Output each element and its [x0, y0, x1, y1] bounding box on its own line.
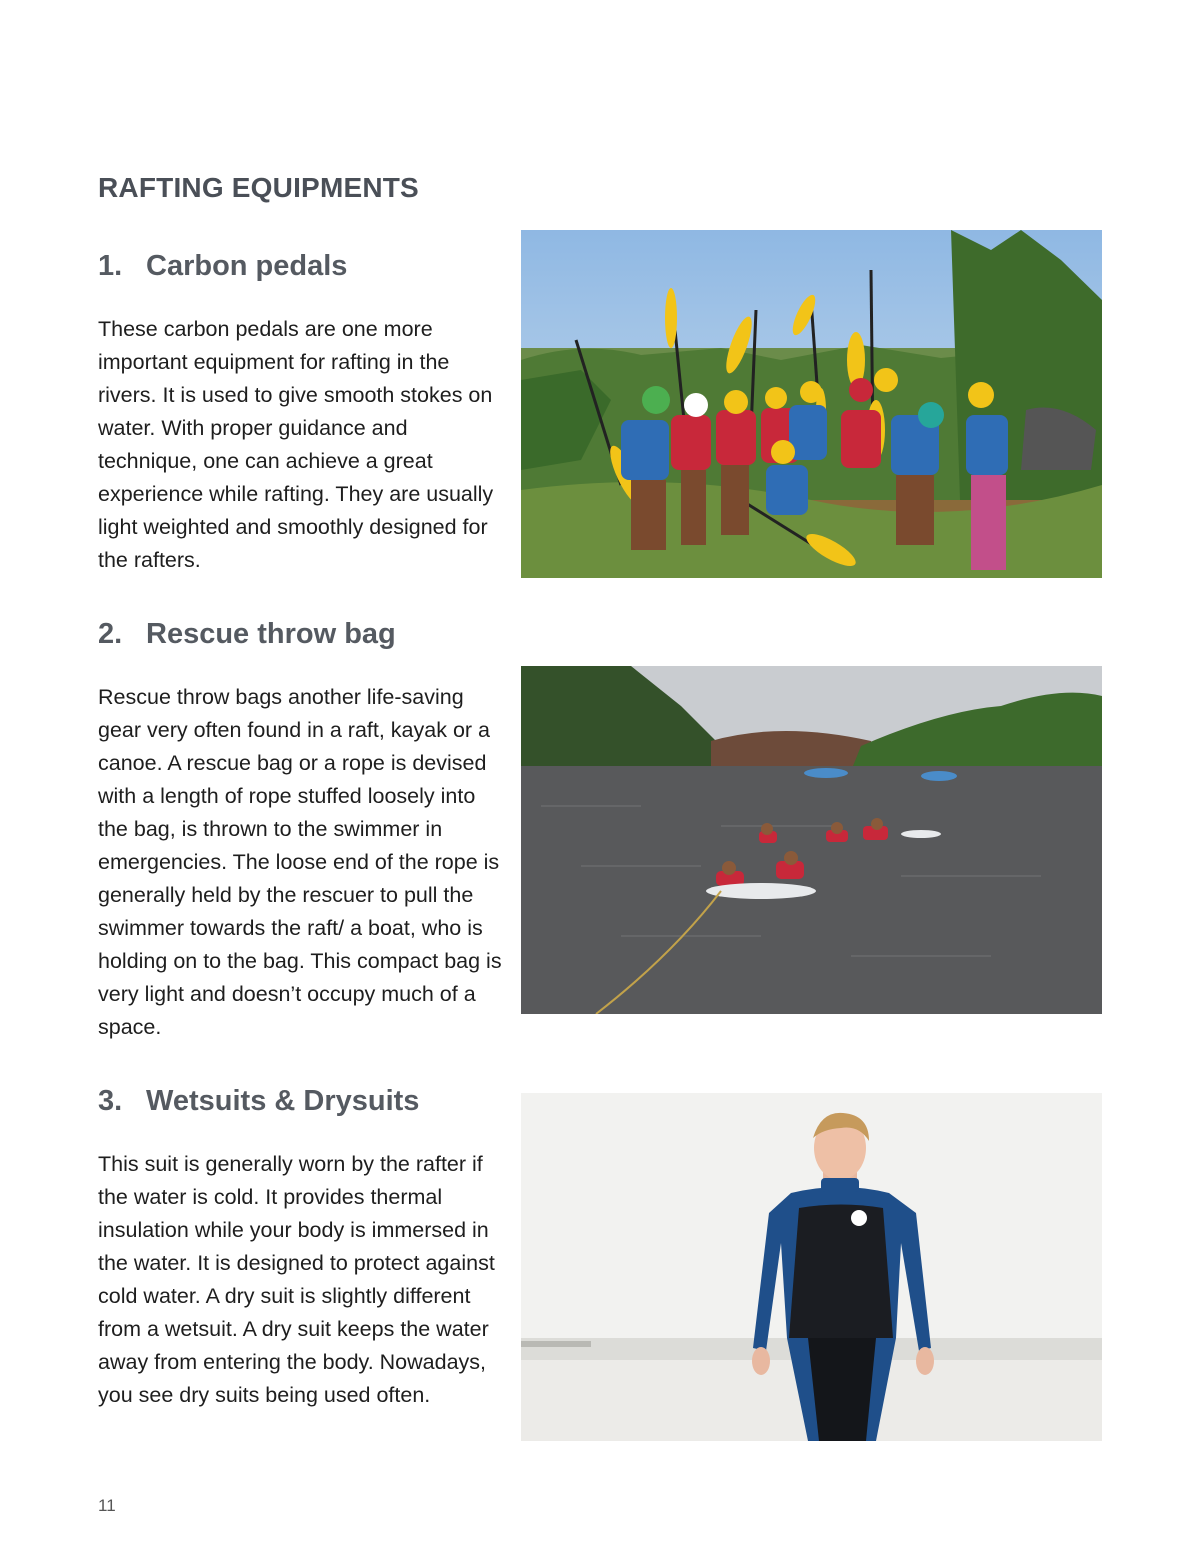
section-title: Carbon pedals — [146, 250, 348, 282]
section-body: These carbon pedals are one more important equipment for rafting in the rivers. It is used to give smooth stokes on water. With proper guidance and technique, one can achieve a great experience while rafting. They are usually light weighted and smoothly designed for the rafters. — [98, 317, 494, 572]
section-heading — [98, 618, 508, 651]
section-body: Rescue throw bags another life-saving gear very often found in a raft, kayak or a canoe. A rescue bag or a rope is devised with a length of rope stuffed loosely into the bag, is thrown to the swimmer in emergencies. The loose end of the rope is generally held by the rescuer to pull the swimmer towards the raft/ a boat, who is holding on to the bag. This compact bag is very light and doesn’t occupy much of a space. — [98, 685, 502, 1039]
page-number: 11 — [98, 1496, 116, 1515]
section-heading — [98, 250, 508, 283]
section-carbon-pedals — [98, 250, 508, 577]
section-heading — [98, 1085, 508, 1118]
section-number: 2. — [98, 618, 123, 650]
section-title: Rescue throw bag — [146, 618, 396, 650]
section-number: 1. — [98, 250, 123, 282]
wetsuit-photo — [521, 1093, 1102, 1441]
section-rescue-throw-bag — [98, 618, 508, 1044]
carbon-pedals-photo — [521, 230, 1102, 578]
section-title: Wetsuits & Drysuits — [146, 1085, 420, 1117]
section-body: This suit is generally worn by the rafter if the water is cold. It provides thermal insulation while your body is immersed in the water. It is designed to protect against cold water. A dry suit is slightly different from a wetsuit. A dry suit keeps the water away from entering the body. Nowadays, you see dry suits being used often. — [98, 1152, 495, 1407]
section-number: 3. — [98, 1085, 123, 1117]
section-wetsuits-drysuits — [98, 1085, 508, 1412]
page-title: RAFTING EQUIPMENTS — [98, 172, 419, 203]
rescue-throw-bag-photo — [521, 666, 1102, 1014]
